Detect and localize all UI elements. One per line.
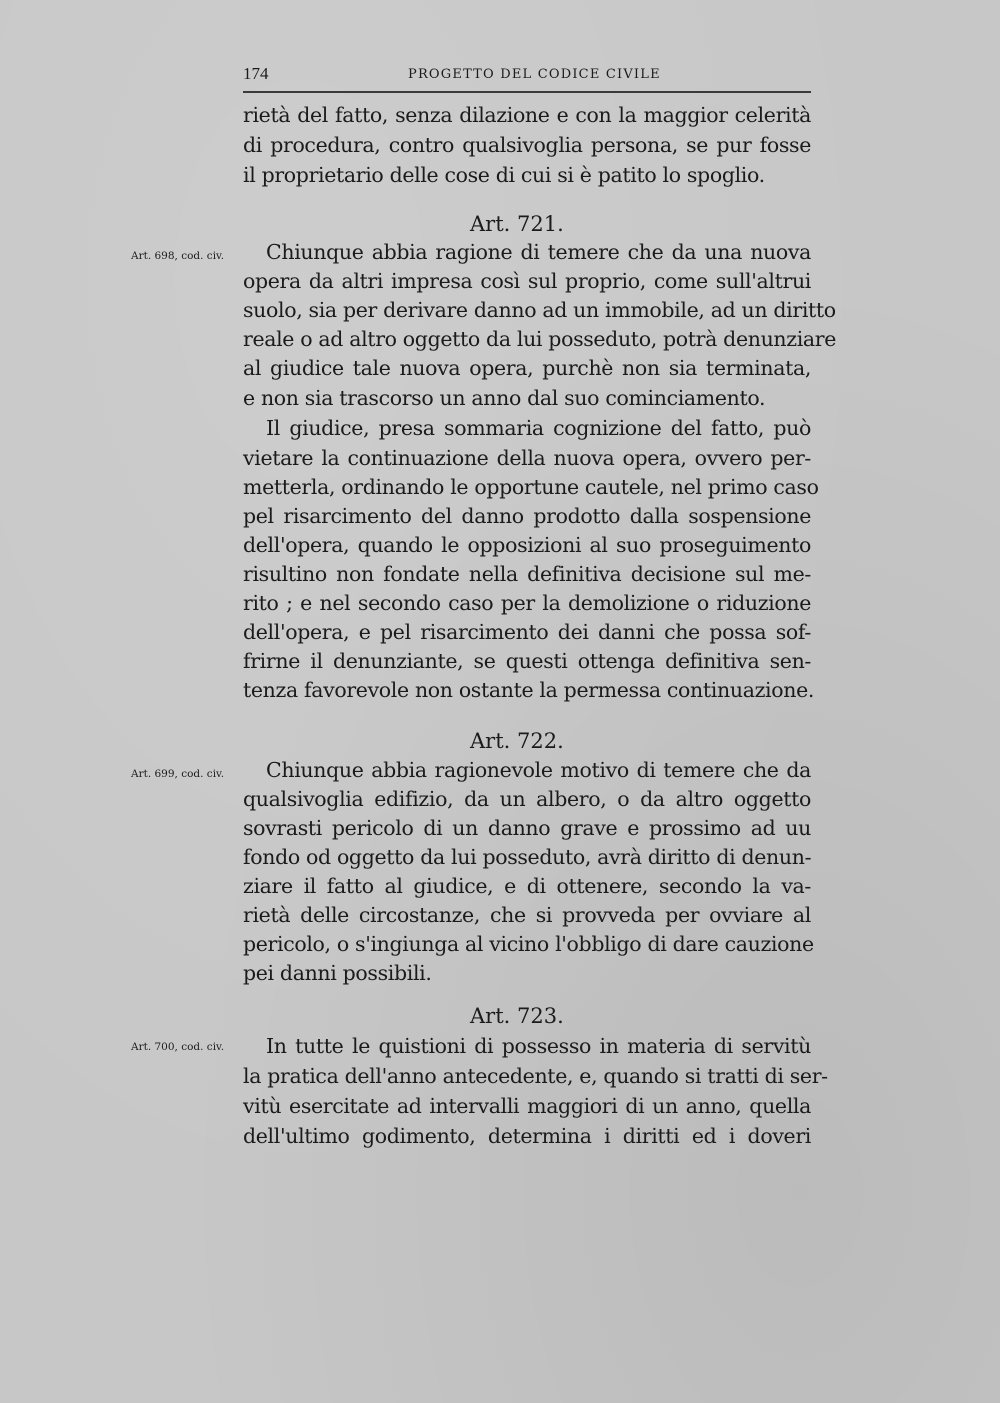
text-line: di procedura, contro qualsivoglia persona, se pur fosse xyxy=(243,133,811,157)
text-line: pel risarcimento del danno prodotto dalla sospensione xyxy=(243,504,811,528)
running-title: PROGETTO DEL CODICE CIVILE xyxy=(408,67,661,82)
text-line: Chiunque abbia ragione di temere che da una nuova xyxy=(266,240,811,264)
text-line: rietà delle circostanze, che si provveda per ovviare al xyxy=(243,903,811,927)
text-line: rito ; e nel secondo caso per la demolizione o riduzione xyxy=(243,591,811,615)
text-line: metterla, ordinando le opportune cautele, nel primo caso xyxy=(243,475,819,499)
text-line: opera da altri impresa così sul proprio, come sull'altrui xyxy=(243,269,811,293)
text-line: il proprietario delle cose di cui si è patito lo spoglio. xyxy=(243,163,765,187)
text-line: dell'ultimo godimento, determina i diritti ed i doveri xyxy=(243,1124,811,1148)
article-heading: Art. 721. xyxy=(470,212,564,236)
text-line: suolo, sia per derivare danno ad un immobile, ad un diritto xyxy=(243,298,836,322)
text-line: fondo od oggetto da lui posseduto, avrà diritto di denun- xyxy=(243,845,812,869)
text-line: la pratica dell'anno antecedente, e, quando si tratti di ser- xyxy=(243,1064,828,1088)
text-line: dell'opera, quando le opposizioni al suo proseguimento xyxy=(243,533,811,557)
text-line: qualsivoglia edifizio, da un albero, o da altro oggetto xyxy=(243,787,811,811)
text-line: risultino non fondate nella definitiva decisione sul me- xyxy=(243,562,811,586)
running-head xyxy=(243,62,811,90)
text-line: tenza favorevole non ostante la permessa continuazione. xyxy=(243,678,815,702)
text-line: pei danni possibili. xyxy=(243,961,432,985)
text-line: vietare la continuazione della nuova opera, ovvero per- xyxy=(243,446,811,470)
article-heading: Art. 723. xyxy=(470,1004,564,1028)
margin-reference: Art. 699, cod. civ. xyxy=(131,768,225,780)
text-line: Il giudice, presa sommaria cognizione del fatto, può xyxy=(266,416,811,440)
text-line: ziare il fatto al giudice, e di ottenere, secondo la va- xyxy=(243,874,811,898)
text-line: rietà del fatto, senza dilazione e con la maggior celerità xyxy=(243,103,811,127)
header-rule xyxy=(243,91,811,93)
text-line: e non sia trascorso un anno dal suo cominciamento. xyxy=(243,386,766,410)
margin-reference: Art. 698, cod. civ. xyxy=(131,250,225,262)
text-line: Chiunque abbia ragionevole motivo di temere che da xyxy=(266,758,811,782)
text-line: vitù esercitate ad intervalli maggiori di un anno, quella xyxy=(243,1094,811,1118)
text-line: dell'opera, e pel risarcimento dei danni che possa sof- xyxy=(243,620,811,644)
text-line: frirne il denunziante, se questi ottenga definitiva sen- xyxy=(243,649,811,673)
text-line: pericolo, o s'ingiunga al vicino l'obbligo di dare cauzione xyxy=(243,932,814,956)
text-line: sovrasti pericolo di un danno grave e prossimo ad uu xyxy=(243,816,811,840)
text-line: al giudice tale nuova opera, purchè non sia terminata, xyxy=(243,356,811,380)
text-line: In tutte le quistioni di possesso in materia di servitù xyxy=(266,1034,811,1058)
margin-reference: Art. 700, cod. civ. xyxy=(131,1041,225,1053)
page-number: 174 xyxy=(243,64,269,83)
text-line: reale o ad altro oggetto da lui posseduto, potrà denunziare xyxy=(243,327,837,351)
article-heading: Art. 722. xyxy=(470,729,564,753)
